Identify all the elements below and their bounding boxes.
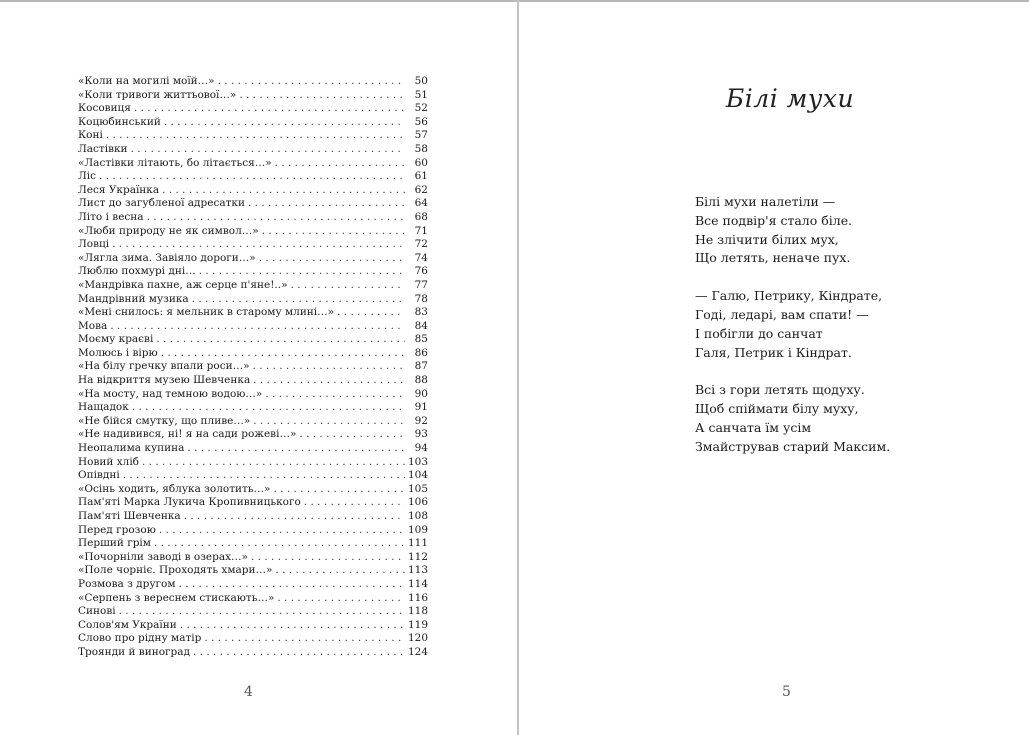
toc-entry [78,197,428,211]
toc-entry-title: «Коли на могилі моїй…» [78,75,215,87]
toc-entry-page: 120 [407,632,428,645]
toc-entry-page: 86 [414,346,428,359]
toc-entry-page: 93 [414,428,428,441]
toc-entry [78,238,428,252]
toc-entry [78,564,428,578]
toc-entry-page: 114 [407,577,428,590]
toc-entry-title: Коні [78,129,103,142]
poem-title: Білі мухи [725,84,855,113]
toc-entry [78,592,428,606]
toc-entry-page: 72 [414,238,428,251]
toc-entry [78,89,428,103]
toc-leader-dots [134,102,405,116]
toc-entry [78,632,428,646]
toc-entry-title: «Не надивився, ні! я на сади рожеві…» [78,428,297,441]
poem-line: І побігли до санчат [695,325,823,341]
toc-leader-dots [218,75,405,89]
toc-leader-dots [275,157,405,171]
toc-entry-title: «Осінь ходить, яблука золотить…» [78,482,271,495]
toc-entry-page: 61 [414,170,428,183]
toc-leader-dots [162,184,405,198]
toc-leader-dots [337,306,405,320]
toc-entry-page: 64 [414,197,428,210]
toc-entry-title: Розмова з другом [78,577,176,590]
toc-entry [78,442,428,456]
poem-line: Все подвір'я стало біле. [695,212,853,228]
toc-entry-page: 83 [414,306,428,319]
toc-entry-title: «Поле чорніє. Проходять хмари…» [78,564,273,577]
toc-entry-page: 74 [414,251,428,264]
toc-leader-dots [204,632,405,646]
toc-entry-page: 78 [414,292,428,305]
toc-entry [78,306,428,320]
toc-entry-title: «Не бійся смутку, що пливе…» [78,414,251,427]
toc-entry-page: 108 [407,510,428,522]
toc-entry-title: Пам'яті Марка Лукича Кропивницького [78,496,301,509]
toc-leader-dots [132,401,405,415]
poem-line: Що летять, неначе пух. [695,250,851,266]
toc-entry-title: Перший грім [78,537,151,550]
toc-entry-page: 105 [407,482,428,495]
toc-leader-dots [187,442,405,456]
toc-entry-page: 104 [407,469,428,482]
toc-entry-page: 106 [407,496,428,509]
toc-entry-title: «Ластівки літають, бо літається…» [78,156,272,169]
left-page [0,2,517,735]
toc-entry-title: Ліс [78,170,97,183]
toc-leader-dots [248,197,405,211]
toc-entry-page: 77 [414,278,428,291]
toc-leader-dots [119,605,405,619]
toc-leader-dots [299,428,405,442]
poem-stanza [695,193,995,268]
toc-entry [78,102,428,116]
toc-entry-page: 50 [414,75,428,87]
toc-entry-title: Люблю похмурі дні… [78,265,196,278]
toc-entry-title: Опівдні [78,469,120,482]
toc-entry-page: 92 [414,414,428,427]
toc-leader-dots [239,89,405,103]
right-page-number: 5 [782,684,791,700]
toc-leader-dots [262,225,405,239]
toc-entry [78,483,428,497]
toc-entry [78,401,428,415]
toc-entry [78,619,428,633]
toc-entry-title: Молюсь і вірю [78,346,158,359]
toc-entry [78,646,428,660]
toc-entry-title: Троянди й виноград [78,645,190,658]
toc-entry [78,170,428,184]
toc-leader-dots [251,551,405,565]
toc-leader-dots [123,469,405,483]
poem-line: Не злічити білих мух, [695,231,839,247]
toc-entry-title: «Мандрівка пахне, аж серце п'яне!..» [78,278,288,291]
toc-entry-title: На відкриття музею Шевченка [78,374,251,387]
toc-entry [78,143,428,157]
poem-line: Годі, ледарі, вам спати! — [695,306,869,322]
toc-entry-page: 94 [414,442,428,455]
toc-leader-dots [161,347,405,361]
toc-entry-title: Новий хліб [78,455,139,468]
toc-entry-title: «Почорніли заводі в озерах…» [78,550,248,563]
toc-leader-dots [259,252,405,266]
toc-leader-dots [273,483,404,497]
toc-entry [78,510,428,524]
table-of-contents [78,75,428,660]
toc-entry [78,225,428,239]
toc-entry-title: Синові [78,605,116,618]
toc-entry [78,551,428,565]
toc-entry-page: 76 [414,265,428,278]
toc-leader-dots [142,456,405,470]
poem-body [695,193,995,476]
toc-entry-title: Ловці [78,238,110,251]
toc-entry-title: Мандрівний музика [78,292,189,305]
toc-leader-dots [184,510,405,524]
poem-line: А санчата їм усім [695,419,812,435]
toc-entry-page: 52 [414,102,428,115]
toc-entry-title: «Лягла зима. Завіяло дороги…» [78,251,256,264]
toc-entry [78,279,428,293]
toc-leader-dots [304,496,405,510]
toc-leader-dots [277,592,405,606]
toc-entry-page: 68 [414,210,428,223]
toc-entry [78,129,428,143]
toc-leader-dots [193,646,405,660]
toc-leader-dots [275,564,405,578]
toc-entry-page: 124 [407,645,428,658]
poem-stanza [695,287,995,362]
toc-entry-page: 116 [407,591,428,604]
toc-leader-dots [112,238,405,252]
toc-entry-page: 119 [407,618,428,631]
toc-leader-dots [156,333,405,347]
toc-entry [78,524,428,538]
toc-leader-dots [159,524,405,538]
toc-entry-title: «Люби природу не як символ…» [78,224,259,237]
left-page-number: 4 [244,684,253,700]
toc-leader-dots [164,116,405,130]
toc-entry [78,265,428,279]
toc-entry [78,428,428,442]
toc-entry-page: 118 [407,605,428,618]
toc-leader-dots [253,360,405,374]
toc-leader-dots [131,143,405,157]
toc-entry-title: Солов'ям України [78,618,177,631]
toc-entry-page: 84 [414,319,428,332]
toc-entry-title: Мова [78,319,108,332]
toc-entry-page: 113 [407,564,428,577]
toc-entry-page: 111 [407,537,428,550]
toc-leader-dots [192,293,405,307]
toc-entry [78,184,428,198]
toc-entry [78,320,428,334]
toc-entry-page: 87 [414,360,428,373]
toc-leader-dots [253,415,405,429]
toc-entry-page: 60 [414,156,428,169]
toc-entry-page: 56 [414,115,428,128]
toc-entry [78,388,428,402]
poem-line: Змайстрував старий Максим. [695,438,891,454]
toc-entry [78,347,428,361]
toc-entry [78,293,428,307]
toc-leader-dots [106,129,405,143]
toc-leader-dots [110,320,405,334]
toc-entry [78,211,428,225]
toc-leader-dots [147,211,405,225]
toc-entry-title: Неопалима купина [78,442,185,455]
toc-entry-page: 88 [414,374,428,387]
toc-entry [78,75,428,89]
toc-entry-title: «Коли тривоги життьової…» [78,88,237,101]
toc-entry-title: «На білу гречку впали роси…» [78,360,250,373]
toc-entry [78,605,428,619]
toc-entry [78,157,428,171]
toc-entry-title: Ластівки [78,142,128,155]
toc-entry-page: 58 [414,142,428,155]
poem-stanza [695,381,995,456]
toc-leader-dots [199,265,405,279]
toc-entry [78,496,428,510]
toc-entry-page: 91 [414,401,428,414]
toc-entry-title: Нащадок [78,401,129,414]
toc-entry-title: Перед грозою [78,523,156,536]
poem-line: — Галю, Петрику, Кіндрате, [695,288,883,304]
toc-entry [78,578,428,592]
toc-entry-page: 109 [407,523,428,536]
toc-entry [78,537,428,551]
toc-entry-page: 85 [414,333,428,346]
toc-entry-title: «На мосту, над темною водою…» [78,387,263,400]
toc-entry-title: Лист до загубленої адресатки [78,197,245,210]
toc-entry [78,252,428,266]
toc-leader-dots [180,619,405,633]
toc-entry-page: 90 [414,387,428,400]
toc-entry-page: 51 [414,88,428,101]
toc-entry-title: Леся Українка [78,183,160,196]
toc-entry [78,333,428,347]
toc-leader-dots [99,170,405,184]
toc-leader-dots [253,374,405,388]
poem-line: Щоб спіймати білу муху, [695,401,859,417]
poem-line: Білі мухи налетіли — [695,194,836,209]
toc-entry-page: 112 [407,550,428,563]
toc-entry-title: «Серпень з вереснем стискають…» [78,591,275,604]
toc-entry-title: Коцюбинський [78,115,161,128]
toc-entry-title: «Мені снилось: я мельник в старому млині…» [78,306,335,319]
toc-entry-page: 62 [414,183,428,196]
toc-entry-title: Косовиця [78,102,131,115]
toc-entry [78,360,428,374]
toc-entry-title: Слово про рідну матір [78,632,202,645]
toc-entry-page: 71 [414,224,428,237]
toc-leader-dots [265,388,405,402]
poem-line: Галя, Петрик і Кіндрат. [695,344,852,360]
toc-entry [78,374,428,388]
toc-leader-dots [154,537,405,551]
toc-leader-dots [291,279,405,293]
poem-line: Всі з гори летять щодуху. [695,382,865,398]
toc-entry-page: 57 [414,129,428,142]
toc-entry [78,116,428,130]
toc-entry-title: Літо і весна [78,210,144,223]
toc-entry-title: Пам'яті Шевченка [78,510,181,522]
toc-leader-dots [179,578,405,592]
toc-entry [78,415,428,429]
toc-entry-title: Моєму краєві [78,333,154,346]
toc-entry-page: 103 [407,455,428,468]
toc-entry [78,469,428,483]
toc-entry [78,456,428,470]
